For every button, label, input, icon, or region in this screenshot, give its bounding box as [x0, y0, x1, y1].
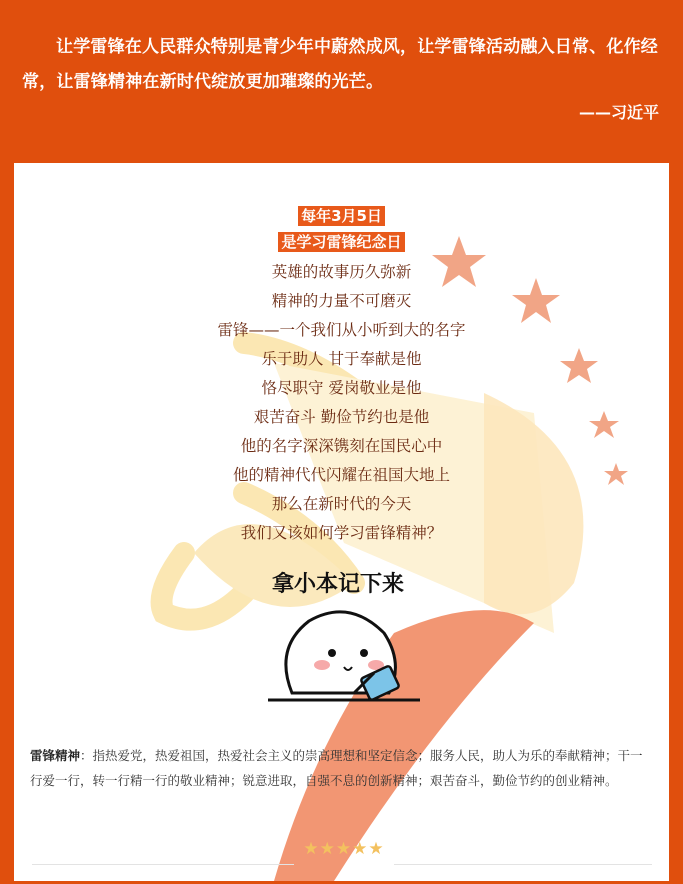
poem-line: 他的精神代代闪耀在祖国大地上: [232, 466, 450, 484]
divider-left: [32, 864, 294, 865]
quote-author: ——习近平: [578, 103, 659, 122]
quote-text: 让学雷锋在人民群众特别是青少年中蔚然成风，让学雷锋活动融入日常、化作经常，让雷锋精神在新时代绽放更加璀璨的光芒。: [22, 37, 658, 92]
quote-banner: [0, 0, 683, 160]
spirit-definition: [30, 743, 652, 793]
poem-line: 乐于助人 甘于奉献是他: [261, 350, 422, 368]
note-taking-character-icon: [264, 593, 424, 713]
spirit-label: 雷锋精神: [30, 748, 81, 763]
content-card: [14, 163, 669, 881]
rating-stars: ★★★★★: [303, 839, 385, 859]
spirit-text: ：指热爱党，热爱祖国，热爱社会主义的崇高理想和坚定信念；服务人民，助人为乐的奉献精神；干一行爱一行，转一行精一行的敬业精神；锐意进取，自强不息的创新精神；艰苦奋斗，勤俭节约的创业精神。: [30, 748, 643, 788]
poem-line: 雷锋——一个我们从小听到大的名字: [217, 321, 466, 339]
sticker-caption: 拿小本记下来: [272, 572, 405, 597]
poem-section: [14, 206, 669, 548]
poem-line: 我们又该如何学习雷锋精神？: [240, 524, 443, 542]
poem-line: 艰苦奋斗 勤俭节约也是他: [253, 408, 430, 426]
poem-line: 他的名字深深镌刻在国民心中: [240, 437, 443, 455]
divider-right: [394, 864, 652, 865]
poem-line: 恪尽职守 爱岗敬业是他: [261, 379, 422, 397]
date-highlight: 每年3月5日: [298, 206, 385, 226]
memorial-day-highlight: 是学习雷锋纪念日: [278, 232, 404, 252]
poem-line: 英雄的故事历久弥新: [271, 263, 412, 281]
poem-line: 精神的力量不可磨灭: [271, 292, 412, 310]
poem-line: 那么在新时代的今天: [271, 495, 412, 513]
